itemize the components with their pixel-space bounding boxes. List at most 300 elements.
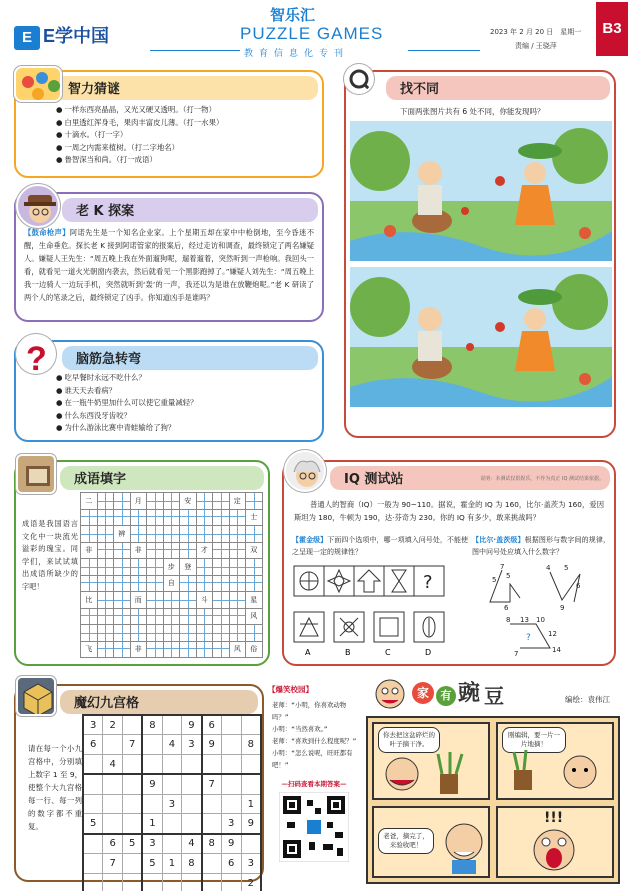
figure-number: 7 <box>514 650 519 658</box>
empty-cell[interactable] <box>103 873 123 891</box>
list-item: ● 什么东西没牙齿咬？ <box>56 410 322 423</box>
empty-cell[interactable] <box>221 873 241 891</box>
editor-credit: 责编 / 王骁萍 <box>515 42 557 50</box>
empty-cell[interactable] <box>83 834 103 854</box>
story-text: 阿诺先生是一个知名企业家。上个星期五却在家中中枪倒地，至今昏迷不醒，生命垂危。探长老 K 接到阿诺管家的报案后，经过走访和调查，最终锁定了两名嫌疑人。嫌疑人王先生：“周五晚上我在外面遛狗呢，遛着遛着，突然听到一声枪响。我回头一看，就看见一道火光朝窗内袭去，然后就看见一个黑影跑掉了。”嫌疑人刘先生：“周五晚上我一边骑人一边玩手机，突然就听到‘轰’的一声，我还以为是谁在放鞭炮呢。”老 K 研读了两个人的笔录之后，最终锁定了凶手。你知道凶手是谁吗？ <box>24 228 314 302</box>
brainteaser-title: 脑筋急转弯 <box>62 346 318 370</box>
comic-title-char: 家 <box>412 682 434 704</box>
option-label: C <box>385 648 391 657</box>
blank-cell[interactable] <box>180 575 197 592</box>
blank-cell[interactable] <box>229 592 246 609</box>
blank-cell[interactable] <box>97 526 114 543</box>
blank-cell[interactable] <box>229 608 246 625</box>
blank-cell[interactable] <box>213 592 230 609</box>
given-number-cell: 4 <box>182 834 202 854</box>
blank-cell[interactable] <box>114 509 131 526</box>
option-label: A <box>305 648 311 657</box>
empty-cell[interactable] <box>83 794 103 814</box>
given-char-cell: 才 <box>196 542 213 559</box>
blank-cell[interactable] <box>213 526 230 543</box>
given-number-cell: 7 <box>123 735 143 755</box>
empty-cell[interactable] <box>202 794 222 814</box>
comic-panel-4 <box>496 806 614 878</box>
blank-cell[interactable] <box>246 559 263 576</box>
blank-cell[interactable] <box>147 542 164 559</box>
blank-cell[interactable] <box>196 575 213 592</box>
given-number-cell: 3 <box>83 715 103 735</box>
riddles-list <box>56 104 322 167</box>
blank-cell[interactable] <box>229 559 246 576</box>
list-item: ● 谁天天去看病？ <box>56 385 322 398</box>
given-number-cell: 9 <box>202 735 222 755</box>
empty-cell[interactable] <box>162 755 182 775</box>
given-number-cell: 8 <box>241 735 261 755</box>
figure-number: 14 <box>552 646 561 654</box>
given-number-cell: 7 <box>202 774 222 794</box>
joke-text <box>268 699 360 771</box>
figure-number: 7 <box>500 563 505 571</box>
blank-cell[interactable] <box>147 509 164 526</box>
comic-panel-3 <box>372 806 490 878</box>
given-char-cell: 非 <box>130 641 147 658</box>
dateline: 2023 年 2 月 20 日 星期一 <box>490 28 582 36</box>
idiom-grid <box>80 492 263 658</box>
given-number-cell: 3 <box>241 854 261 874</box>
grid-row <box>83 735 261 755</box>
qr-code[interactable] <box>279 792 349 862</box>
comic-panel-1 <box>372 722 490 800</box>
empty-cell[interactable] <box>83 873 103 891</box>
blank-cell[interactable] <box>196 641 213 658</box>
iq-question-gates <box>472 534 610 558</box>
empty-cell[interactable] <box>202 873 222 891</box>
iq-panel <box>282 460 616 666</box>
sudoku-title: 魔幻九宫格 <box>60 690 258 714</box>
blank-cell[interactable] <box>213 608 230 625</box>
blank-cell[interactable] <box>163 526 180 543</box>
blank-cell[interactable] <box>229 625 246 642</box>
blank-cell[interactable] <box>180 526 197 543</box>
empty-cell[interactable] <box>142 735 162 755</box>
blank-cell[interactable] <box>114 575 131 592</box>
empty-cell[interactable] <box>83 755 103 775</box>
blank-cell[interactable] <box>163 542 180 559</box>
blank-cell[interactable] <box>81 559 98 576</box>
blank-cell[interactable] <box>81 625 98 642</box>
blank-cell[interactable] <box>196 526 213 543</box>
blank-cell[interactable] <box>229 526 246 543</box>
given-char-cell: 安 <box>180 493 197 510</box>
spot-description: 下面两张图片共有 6 处不同，你能发现吗？ <box>400 107 545 116</box>
iq-avatar <box>284 450 326 492</box>
blank-cell[interactable] <box>147 625 164 642</box>
empty-cell[interactable] <box>241 715 261 735</box>
blank-cell[interactable] <box>163 641 180 658</box>
figure-number: 5 <box>506 572 511 580</box>
empty-cell[interactable] <box>202 755 222 775</box>
comic-author: 编绘：袁伟江 <box>565 695 610 704</box>
empty-cell[interactable] <box>162 814 182 834</box>
grid-row <box>83 794 261 814</box>
blank-cell[interactable] <box>213 625 230 642</box>
blank-cell[interactable] <box>130 526 147 543</box>
blank-cell[interactable] <box>130 575 147 592</box>
given-number-cell: 5 <box>123 834 143 854</box>
joke-column <box>268 684 360 882</box>
grid-row <box>81 493 263 510</box>
blank-cell[interactable] <box>229 542 246 559</box>
question-mark: ? <box>526 633 531 643</box>
blank-cell[interactable] <box>147 559 164 576</box>
exclamation-text: !!! <box>544 810 564 826</box>
blank-cell[interactable] <box>196 625 213 642</box>
blank-cell[interactable] <box>180 641 197 658</box>
given-number-cell: 6 <box>221 854 241 874</box>
blank-cell[interactable] <box>81 509 98 526</box>
spot-avatar <box>344 64 374 94</box>
empty-cell[interactable] <box>162 834 182 854</box>
level-tag: 【霍金级】 <box>292 536 328 544</box>
blank-cell[interactable] <box>114 641 131 658</box>
blank-cell[interactable] <box>114 625 131 642</box>
blank-cell[interactable] <box>163 493 180 510</box>
blank-cell[interactable] <box>163 509 180 526</box>
blank-cell[interactable] <box>229 509 246 526</box>
grid-row <box>83 834 261 854</box>
blank-cell[interactable] <box>114 608 131 625</box>
idiom-instructions: 成语是我国语言文化中一块流光溢彩的瑰宝。同学们，来试试填出成语所缺少的字吧！ <box>22 519 78 591</box>
given-number-cell: 9 <box>221 834 241 854</box>
question-text: 根据图形与数字间的规律，图中问号处应填入什么数字？ <box>472 536 610 556</box>
empty-cell[interactable] <box>103 794 123 814</box>
blank-cell[interactable] <box>180 608 197 625</box>
figure-number: 13 <box>520 616 529 624</box>
list-item: ● 白里透红浑身毛，果肉丰富皮儿薄。（打一水果） <box>56 117 322 130</box>
given-char-cell: 风 <box>246 608 263 625</box>
blank-cell[interactable] <box>213 559 230 576</box>
blank-cell[interactable] <box>196 608 213 625</box>
blank-cell[interactable] <box>180 542 197 559</box>
joke-line: 老师：“喜欢到什么程度呢？” <box>272 737 357 745</box>
given-number-cell: 9 <box>142 774 162 794</box>
given-number-cell: 8 <box>182 854 202 874</box>
blank-cell[interactable] <box>196 509 213 526</box>
blank-cell[interactable] <box>97 575 114 592</box>
blank-cell[interactable] <box>147 575 164 592</box>
section-subtitle: 教育信息化专刊 <box>244 49 350 59</box>
empty-cell[interactable] <box>142 794 162 814</box>
empty-cell[interactable] <box>241 755 261 775</box>
empty-cell[interactable] <box>123 854 143 874</box>
grid-row <box>81 641 263 658</box>
spot-difference-panel <box>344 70 616 438</box>
iq-number-figure <box>480 562 614 662</box>
iq-title-bar <box>330 466 610 490</box>
blank-cell[interactable] <box>130 559 147 576</box>
blank-cell[interactable] <box>81 575 98 592</box>
blank-cell[interactable] <box>196 493 213 510</box>
given-char-cell: 步 <box>163 559 180 576</box>
blank-cell[interactable] <box>114 592 131 609</box>
blank-cell[interactable] <box>147 641 164 658</box>
grid-row <box>83 715 261 735</box>
riddles-illustration <box>14 66 62 102</box>
idiom-title: 成语填字 <box>60 466 264 490</box>
comic-art <box>436 816 490 876</box>
spot-image-top <box>350 121 612 261</box>
empty-cell[interactable] <box>162 873 182 891</box>
blank-cell[interactable] <box>114 559 131 576</box>
given-char-cell: 斗 <box>196 592 213 609</box>
given-number-cell: 3 <box>221 814 241 834</box>
empty-cell[interactable] <box>182 755 202 775</box>
blank-cell[interactable] <box>213 575 230 592</box>
iq-title: IQ 测试站 <box>344 472 404 487</box>
given-number-cell: 2 <box>103 715 123 735</box>
given-number-cell: 5 <box>142 854 162 874</box>
blank-cell[interactable] <box>97 542 114 559</box>
given-number-cell: 2 <box>241 873 261 891</box>
comic-art <box>380 750 488 800</box>
given-number-cell: 3 <box>182 735 202 755</box>
blank-cell[interactable] <box>180 592 197 609</box>
given-number-cell: 8 <box>202 834 222 854</box>
divider <box>150 50 240 51</box>
figure-number: 8 <box>506 616 511 624</box>
grid-row <box>83 774 261 794</box>
page-number: B3 <box>596 2 628 56</box>
blank-cell[interactable] <box>130 608 147 625</box>
sudoku-instructions: 请在每一个小九宫格中，分别填上数字 1 至 9，使整个大九宫格每一行、每一列的数字都不重复。 <box>28 744 82 831</box>
blank-cell[interactable] <box>180 625 197 642</box>
iq-question-hawking <box>292 534 468 558</box>
figure-number: 6 <box>576 582 581 590</box>
given-number-cell: 6 <box>83 735 103 755</box>
blank-cell[interactable] <box>196 559 213 576</box>
given-number-cell: 8 <box>142 715 162 735</box>
blank-cell[interactable] <box>163 608 180 625</box>
speech-bubble: 老爸，摘完了，来验收吧！ <box>378 828 434 854</box>
blank-cell[interactable] <box>81 608 98 625</box>
blank-cell[interactable] <box>97 608 114 625</box>
comic-header <box>372 672 616 712</box>
comic-panel-2 <box>496 722 614 800</box>
sudoku-avatar <box>16 676 56 716</box>
given-number-cell: 6 <box>103 834 123 854</box>
svg-text:?: ? <box>26 340 47 374</box>
empty-cell[interactable] <box>241 774 261 794</box>
list-item: ● 十滴水。（打一字） <box>56 129 322 142</box>
empty-cell[interactable] <box>202 854 222 874</box>
empty-cell[interactable] <box>103 774 123 794</box>
blank-cell[interactable] <box>81 526 98 543</box>
empty-cell[interactable] <box>202 814 222 834</box>
given-char-cell: 风 <box>229 641 246 658</box>
blank-cell[interactable] <box>147 592 164 609</box>
grid-row <box>81 509 263 526</box>
blank-cell[interactable] <box>147 608 164 625</box>
empty-cell[interactable] <box>162 715 182 735</box>
blank-cell[interactable] <box>246 526 263 543</box>
detective-avatar <box>16 184 60 228</box>
spot-image-bottom <box>350 267 612 407</box>
list-item: ● 为什么游泳比赛中青蛙输给了狗？ <box>56 422 322 435</box>
logo-text: E学中国 <box>43 26 110 46</box>
blank-cell[interactable] <box>180 509 197 526</box>
given-char-cell: 士 <box>246 509 263 526</box>
blank-cell[interactable] <box>130 625 147 642</box>
empty-cell[interactable] <box>162 774 182 794</box>
empty-cell[interactable] <box>241 834 261 854</box>
grid-row <box>81 625 263 642</box>
given-char-cell: 比 <box>81 592 98 609</box>
brainteaser-list <box>56 372 322 435</box>
empty-cell[interactable] <box>182 873 202 891</box>
spot-title: 找不同 <box>386 76 610 100</box>
grid-row <box>81 526 263 543</box>
brainteaser-avatar <box>16 334 56 374</box>
list-item: ● 一样东西亮晶晶，又光又硬又透明。（打一物） <box>56 104 322 117</box>
blank-cell[interactable] <box>97 625 114 642</box>
blank-cell[interactable] <box>147 526 164 543</box>
given-number-cell: 5 <box>83 814 103 834</box>
blank-cell[interactable] <box>97 559 114 576</box>
blank-cell[interactable] <box>246 625 263 642</box>
figure-number: 10 <box>536 616 545 624</box>
empty-cell[interactable] <box>182 814 202 834</box>
given-number-cell: 1 <box>142 814 162 834</box>
blank-cell[interactable] <box>114 542 131 559</box>
given-number-cell: 4 <box>103 755 123 775</box>
figure-number: 4 <box>546 564 551 572</box>
given-char-cell: 俗 <box>246 641 263 658</box>
blank-cell[interactable] <box>97 493 114 510</box>
given-char-cell: 双 <box>246 542 263 559</box>
empty-cell[interactable] <box>182 794 202 814</box>
comic-title-char: 有 <box>436 686 456 706</box>
given-char-cell: 非 <box>130 542 147 559</box>
figure-number: 5 <box>492 576 497 584</box>
speech-bubble: 刚编辑，要一片一片地摘！ <box>502 727 566 753</box>
sudoku-grid <box>82 714 262 891</box>
given-char-cell: 辨 <box>114 526 131 543</box>
section-title-en: PUZZLE GAMES <box>240 24 384 43</box>
empty-cell[interactable] <box>103 735 123 755</box>
figure-number: 9 <box>560 604 565 612</box>
empty-cell[interactable] <box>123 873 143 891</box>
pea-character-icon <box>372 674 408 710</box>
given-char-cell: 二 <box>81 493 98 510</box>
empty-cell[interactable] <box>221 774 241 794</box>
blank-cell[interactable] <box>213 493 230 510</box>
comic-title-char: 豌 <box>458 681 481 706</box>
blank-cell[interactable] <box>213 542 230 559</box>
list-item: ● 吃早餐时永远不吃什么？ <box>56 372 322 385</box>
comic-strip <box>364 672 620 884</box>
blank-cell[interactable] <box>97 641 114 658</box>
figure-number: 6 <box>504 604 509 612</box>
grid-row <box>81 608 263 625</box>
empty-cell[interactable] <box>123 794 143 814</box>
grid-row <box>83 854 261 874</box>
blank-cell[interactable] <box>147 493 164 510</box>
given-char-cell: 登 <box>180 559 197 576</box>
cube-icon <box>18 678 56 716</box>
blank-cell[interactable] <box>97 592 114 609</box>
empty-cell[interactable] <box>123 814 143 834</box>
given-number-cell: 4 <box>162 735 182 755</box>
empty-cell[interactable] <box>221 755 241 775</box>
grid-row <box>83 873 261 891</box>
blank-cell[interactable] <box>163 592 180 609</box>
puzzle-icon <box>16 68 62 102</box>
question-mark: ? <box>423 572 433 593</box>
blank-cell[interactable] <box>97 509 114 526</box>
blank-cell[interactable] <box>229 575 246 592</box>
empty-cell[interactable] <box>83 854 103 874</box>
divider <box>408 50 480 51</box>
detective-story <box>24 226 314 304</box>
iq-pattern-figure <box>292 562 472 662</box>
speech-bubble: 你去把这盆碎烂的叶子摘干净。 <box>378 727 440 753</box>
grid-row <box>81 542 263 559</box>
blank-cell[interactable] <box>163 625 180 642</box>
empty-cell[interactable] <box>83 774 103 794</box>
option-label: B <box>345 648 351 657</box>
qr-caption: —扫码查看本期答案— <box>281 780 347 788</box>
given-number-cell: 7 <box>103 854 123 874</box>
blank-cell[interactable] <box>213 641 230 658</box>
comic-title-char: 豆 <box>484 684 504 708</box>
empty-cell[interactable] <box>221 715 241 735</box>
detective-panel <box>14 192 324 322</box>
empty-cell[interactable] <box>142 873 162 891</box>
comic-art <box>504 750 612 800</box>
grid-row <box>83 814 261 834</box>
blank-cell[interactable] <box>114 493 131 510</box>
book-icon <box>18 456 56 494</box>
section-title-cn: 智乐汇 <box>270 6 316 24</box>
joke-line: 小明：“当然喜欢。” <box>272 725 328 733</box>
figure-number: 5 <box>564 564 569 572</box>
story-tag: 【鼓命枪声】 <box>24 228 70 237</box>
grid-row <box>81 592 263 609</box>
iq-disclaimer: 说明：本测试仅供娱乐，不作为真正 IQ 测试结果依据。 <box>480 476 604 482</box>
empty-cell[interactable] <box>182 774 202 794</box>
empty-cell[interactable] <box>221 735 241 755</box>
empty-cell[interactable] <box>103 814 123 834</box>
list-item: ● 一周之内需来植树。（打二字地名） <box>56 142 322 155</box>
empty-cell[interactable] <box>123 774 143 794</box>
empty-cell[interactable] <box>123 755 143 775</box>
empty-cell[interactable] <box>221 794 241 814</box>
given-number-cell: 1 <box>162 854 182 874</box>
blank-cell[interactable] <box>213 509 230 526</box>
given-number-cell: 3 <box>142 834 162 854</box>
riddles-title: 智力猜谜 <box>54 76 318 100</box>
given-number-cell: 3 <box>162 794 182 814</box>
blank-cell[interactable] <box>130 509 147 526</box>
empty-cell[interactable] <box>123 715 143 735</box>
list-item: ● 在一瓶牛奶里加什么可以使它重量减轻？ <box>56 397 322 410</box>
iq-intro: 普通人的智商（IQ）一般为 90~110。据说，霍金的 IQ 为 160，比尔·盖茨为 160，爱因斯坦为 180，牛顿为 190，达·芬奇为 230。你的 IQ 有多少，敢来挑战吗？ <box>294 500 604 522</box>
given-char-cell: 飞 <box>81 641 98 658</box>
given-number-cell: 1 <box>241 794 261 814</box>
blank-cell[interactable] <box>246 493 263 510</box>
blank-cell[interactable] <box>246 575 263 592</box>
given-char-cell: 月 <box>130 493 147 510</box>
empty-cell[interactable] <box>142 755 162 775</box>
